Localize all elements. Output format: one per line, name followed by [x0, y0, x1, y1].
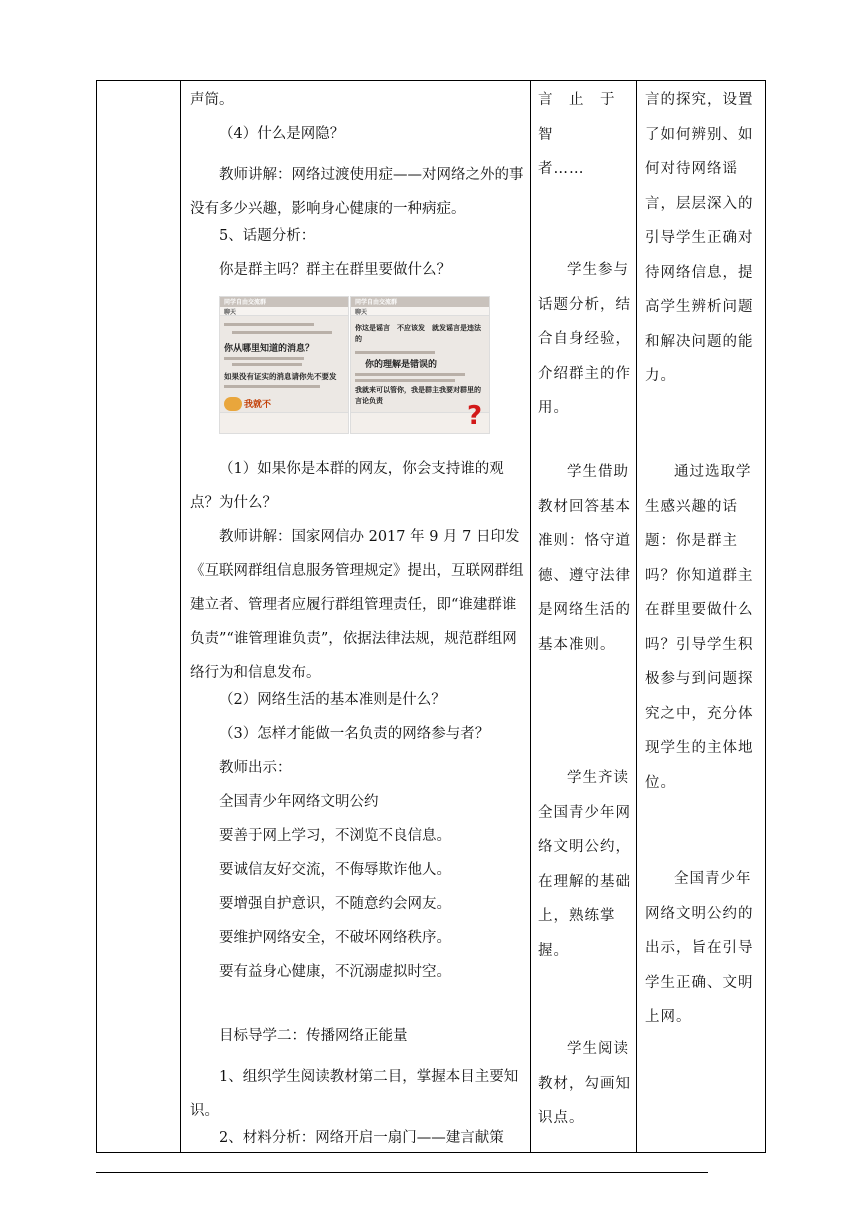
student-activity-2 — [538, 455, 632, 662]
student-line: 准则：恪守道 — [538, 533, 631, 549]
intent-line: 引导学生正确对 — [645, 230, 754, 246]
chat-msg-2: 如果没有证实的消息请你先不要发 — [224, 372, 337, 381]
question-1: （1）如果你是本群的网友，你会支持谁的观点？为什么？ — [190, 461, 504, 511]
intent-line: 全国青少年 — [674, 871, 752, 887]
student-activity-4 — [538, 1032, 632, 1136]
text-line-0: 声筒。 — [190, 92, 234, 108]
teacher-explanation-2: 教师讲解：国家网信办 2017 年 9 月 7 日印发《互联网群组信息服务管理规定》提出，互联网群组建立者、管理者应履行群组管理责任，即“谁建群谁负责”“谁管理谁负责”，依据法律法规，规范群组网络行为和信息发布。 — [190, 529, 524, 681]
intent-line: 待网络信息，提 — [645, 264, 754, 281]
chat-tab: 聊天 — [355, 309, 368, 316]
intent-line: 位。 — [645, 774, 676, 791]
intent-line: 和解决问题的能 — [645, 333, 754, 350]
intent-line: 出示，旨在引导 — [645, 940, 754, 956]
intent-line: 吗？你知道群主 — [645, 567, 754, 584]
intent-line: 言，层层深入的 — [645, 195, 754, 212]
student-line: 络文明公约， — [538, 839, 631, 855]
student-activity-1 — [538, 253, 632, 426]
student-line: 是网络生活的 — [538, 602, 631, 618]
chat-msg-2: 你的理解是错误的 — [365, 360, 438, 370]
design-intent-2 — [645, 455, 763, 800]
goal-2-heading: 目标导学二：传播网络正能量 — [219, 1028, 408, 1044]
table-bottom-border — [96, 1152, 765, 1153]
intent-line: 高学生辨析问题 — [645, 299, 754, 315]
footer-rule — [96, 1172, 708, 1173]
topic-question: 你是群主吗？群主在群里要做什么？ — [219, 262, 451, 278]
tiger-emoji-icon — [224, 397, 242, 411]
pact-title: 全国青少年网络文明公约 — [219, 794, 379, 810]
student-activity-3 — [538, 761, 632, 968]
intent-line: 了如何辨别、如 — [645, 126, 754, 143]
intent-line: 力。 — [645, 368, 676, 384]
student-line: 言 止 于 智 — [538, 92, 631, 143]
chat-title: 同学自由交流群 — [355, 299, 398, 306]
intent-line: 在群里要做什么 — [645, 602, 754, 618]
student-line: 在理解的基础 — [538, 873, 631, 890]
question-4: （4）什么是网隐？ — [219, 126, 345, 142]
student-line: 者…… — [538, 161, 585, 177]
student-line: 基本准则。 — [538, 636, 616, 653]
student-line: 上，熟练掌握。 — [538, 908, 616, 959]
intent-line: 现学生的主体地 — [645, 740, 754, 756]
goal-2-step-2: 2、材料分析：网络开启一扇门——建言献策 — [219, 1130, 504, 1146]
pact-item-5: 要有益身心健康，不沉溺虚拟时空。 — [219, 964, 451, 980]
intent-line: 学生正确、文明 — [645, 974, 754, 991]
intent-line: 通过选取学 — [674, 464, 752, 480]
intent-line: 何对待网络谣 — [645, 161, 738, 177]
chat-tab: 聊天 — [224, 309, 237, 316]
student-line: 合自身经验， — [538, 331, 631, 347]
student-line: 全国青少年网 — [538, 804, 631, 821]
student-col-top — [538, 83, 632, 187]
student-line: 教材回答基本 — [538, 498, 631, 515]
intent-line: 究之中，充分体 — [645, 705, 754, 722]
teacher-explanation-1: 教师讲解：网络过渡使用症——对网络之外的事没有多少兴趣，影响身心健康的一种病症。 — [190, 167, 524, 217]
chat-screenshot-left — [219, 296, 349, 434]
table-col-line-5 — [765, 80, 766, 1153]
student-line: 话题分析，结 — [538, 296, 631, 313]
student-line: 介绍群主的作 — [538, 365, 631, 382]
chat-msg-3: 我就不 — [244, 400, 272, 410]
student-line: 学生借助 — [567, 464, 629, 480]
pact-item-3: 要增强自护意识，不随意约会网友。 — [219, 896, 451, 912]
student-line: 识点。 — [538, 1110, 585, 1126]
pact-item-2: 要诚信友好交流，不侮辱欺诈他人。 — [219, 862, 451, 878]
teacher-show: 教师出示： — [219, 760, 292, 776]
intent-line: 上网。 — [645, 1009, 692, 1025]
student-line: 德、遵守法律 — [538, 567, 631, 584]
chat-title: 同学自由交流群 — [224, 299, 267, 306]
student-line: 学生齐读 — [567, 770, 629, 786]
table-col-line-2 — [180, 80, 181, 1153]
question-2: （2）网络生活的基本准则是什么？ — [219, 692, 446, 708]
intent-line: 言的探究，设置 — [645, 92, 754, 108]
topic-heading: 5、话题分析： — [219, 228, 316, 244]
question-3: （3）怎样才能做一名负责的网络参与者？ — [219, 726, 490, 742]
chat-msg-3: 我就来可以管你，我是群主我要对群里的言论负责 — [355, 386, 481, 405]
student-line: 用。 — [538, 400, 569, 416]
intent-line: 吗？引导学生积 — [645, 636, 754, 653]
table-col-line-4 — [636, 80, 637, 1153]
intent-line: 题：你是群主 — [645, 533, 738, 549]
student-line: 学生阅读 — [567, 1041, 629, 1057]
intent-line: 极参与到问题探 — [645, 671, 754, 687]
chat-screenshot-right — [350, 296, 490, 434]
table-col-line-1 — [96, 80, 97, 1153]
chat-msg-1: 你这是谣言 不应该发 就发谣言是违法的 — [355, 324, 481, 343]
design-intent-1 — [645, 83, 763, 394]
student-line: 教材，勾画知 — [538, 1075, 631, 1092]
pact-item-4: 要维护网络安全，不破坏网络秩序。 — [219, 930, 451, 946]
intent-line: 网络文明公约的 — [645, 905, 754, 922]
table-top-border — [96, 80, 765, 81]
goal-2-step-1: 1、组织学生阅读教材第二目，掌握本目主要知识。 — [190, 1069, 519, 1119]
chat-msg-1: 你从哪里知道的消息？ — [224, 344, 315, 354]
student-line: 学生参与 — [567, 262, 629, 278]
table-col-line-3 — [530, 80, 531, 1153]
pact-item-1: 要善于网上学习，不浏览不良信息。 — [219, 828, 451, 844]
intent-line: 生感兴趣的话 — [645, 498, 738, 515]
question-mark-icon: ? — [467, 401, 483, 431]
design-intent-3 — [645, 862, 763, 1035]
